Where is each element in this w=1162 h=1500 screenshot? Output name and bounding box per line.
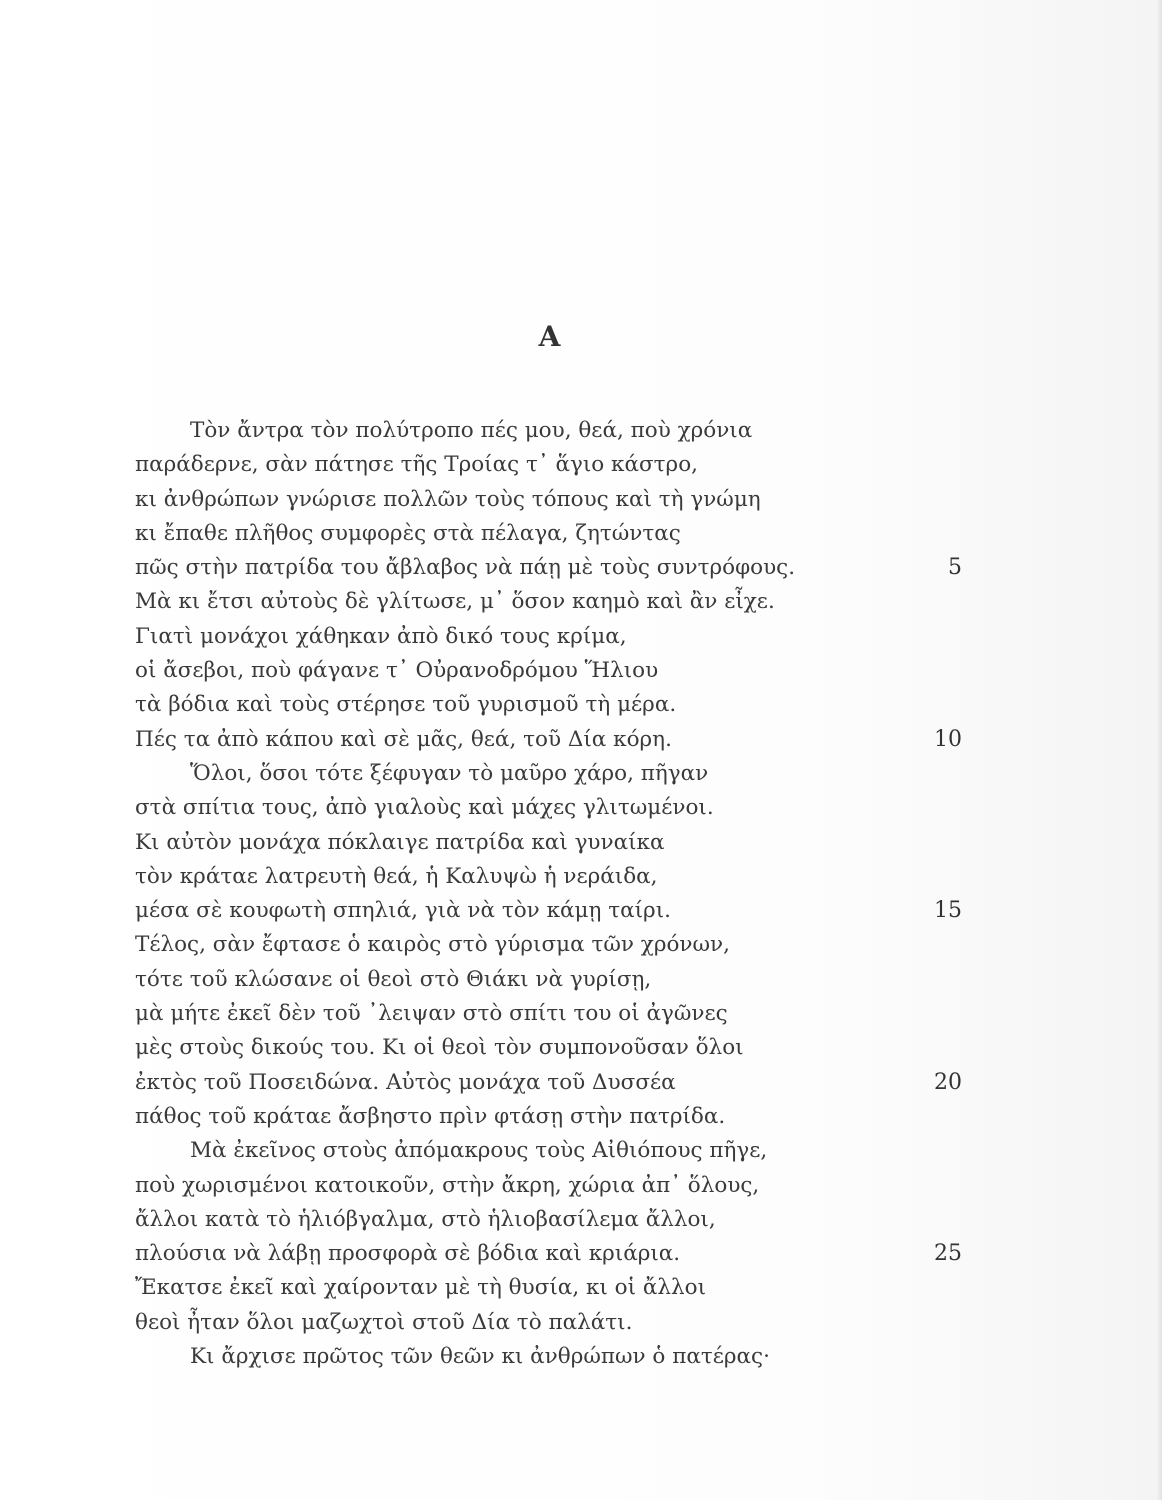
- verse-line: [0, 963, 1162, 997]
- verse-line: [0, 894, 1162, 928]
- line-number: 5: [948, 555, 962, 581]
- verse-line: [0, 688, 1162, 722]
- verse-line: [0, 414, 1162, 448]
- verse-text: ποὺ χωρισμένοι κατοικοῦν, στὴν ἄκρη, χώρια ἀπ᾽ ὅλους,: [135, 1172, 760, 1198]
- verse-text: τὸν κράταε λατρευτὴ θεά, ἡ Καλυψὼ ἡ νεράιδα,: [135, 863, 658, 889]
- verse-line: [0, 1066, 1162, 1100]
- verse-text: οἱ ἄσεβοι, ποὺ φάγανε τ᾽ Οὐρανοδρόμου Ἥλιου: [135, 658, 659, 684]
- verse-line: [0, 1340, 1162, 1374]
- verse-line: [0, 826, 1162, 860]
- line-number: 10: [934, 726, 962, 752]
- verse-line: [0, 517, 1162, 551]
- verse-text: Ὅλοι, ὅσοι τότε ξέφυγαν τὸ μαῦρο χάρο, πῆγαν: [190, 760, 709, 786]
- verse-line: [0, 757, 1162, 791]
- verse-text: Ἔκατσε ἐκεῖ καὶ χαίρονταν μὲ τὴ θυσία, κι οἱ ἄλλοι: [135, 1275, 707, 1301]
- verse-text: τότε τοῦ κλώσανε οἱ θεοὶ στὸ Θιάκι νὰ γυρίσῃ,: [135, 966, 652, 992]
- verse-text: πλούσια νὰ λάβῃ προσφορὰ σὲ βόδια καὶ κριάρια.: [135, 1241, 681, 1267]
- verse-line: [0, 620, 1162, 654]
- verse-line: [0, 928, 1162, 962]
- poem-body: [0, 414, 1162, 1374]
- verse-line: [0, 1100, 1162, 1134]
- verse-text: πάθος τοῦ κράταε ἄσβηστο πρὶν φτάσῃ στὴν πατρίδα.: [135, 1103, 726, 1129]
- verse-line: [0, 585, 1162, 619]
- verse-line: [0, 1237, 1162, 1271]
- verse-text: Μὰ κι ἔτσι αὐτοὺς δὲ γλίτωσε, μ᾽ ὅσον καημὸ καὶ ἂν εἶχε.: [135, 589, 775, 615]
- verse-line: [0, 483, 1162, 517]
- verse-text: ἄλλοι κατὰ τὸ ἡλιόβγαλμα, στὸ ἡλιοβασίλεμα ἄλλοι,: [135, 1206, 716, 1232]
- verse-line: [0, 1271, 1162, 1305]
- line-number: 20: [934, 1069, 962, 1095]
- book-title: Α: [538, 320, 562, 353]
- verse-text: Τέλος, σὰν ἔφτασε ὁ καιρὸς στὸ γύρισμα τῶν χρόνων,: [135, 932, 730, 958]
- verse-line: [0, 723, 1162, 757]
- verse-line: [0, 1306, 1162, 1340]
- line-number: 15: [934, 898, 962, 924]
- verse-text: Πές τα ἀπὸ κάπου καὶ σὲ μᾶς, θεά, τοῦ Δία κόρη.: [135, 726, 672, 752]
- verse-text: παράδερνε, σὰν πάτησε τῆς Τροίας τ᾽ ἅγιο κάστρο,: [135, 452, 698, 478]
- verse-text: μέσα σὲ κουφωτὴ σπηλιά, γιὰ νὰ τὸν κάμῃ ταίρι.: [135, 898, 671, 924]
- verse-text: κι ἀνθρώπων γνώρισε πολλῶν τοὺς τόπους καὶ τὴ γνώμη: [135, 486, 761, 512]
- verse-text: πῶς στὴν πατρίδα του ἄβλαβος νὰ πάῃ μὲ τοὺς συντρόφους.: [135, 555, 796, 581]
- verse-line: [0, 1203, 1162, 1237]
- verse-line: [0, 997, 1162, 1031]
- verse-text: Κι ἄρχισε πρῶτος τῶν θεῶν κι ἀνθρώπων ὁ πατέρας·: [190, 1344, 770, 1370]
- verse-text: Κι αὐτὸν μονάχα πόκλαιγε πατρίδα καὶ γυναίκα: [135, 829, 665, 855]
- verse-line: [0, 654, 1162, 688]
- verse-line: [0, 551, 1162, 585]
- verse-text: Μὰ ἐκεῖνος στοὺς ἀπόμακρους τοὺς Αἰθιόπους πῆγε,: [190, 1138, 768, 1164]
- line-number: 25: [934, 1241, 962, 1267]
- verse-text: μὲς στοὺς δικούς του. Κι οἱ θεοὶ τὸν συμπονοῦσαν ὅλοι: [135, 1035, 744, 1061]
- verse-text: τὰ βόδια καὶ τοὺς στέρησε τοῦ γυρισμοῦ τὴ μέρα.: [135, 692, 677, 718]
- verse-text: στὰ σπίτια τους, ἀπὸ γιαλοὺς καὶ μάχες γλιτωμένοι.: [135, 795, 714, 821]
- verse-line: [0, 1134, 1162, 1168]
- verse-line: [0, 791, 1162, 825]
- verse-text: θεοὶ ἦταν ὅλοι μαζωχτοὶ στοῦ Δία τὸ παλάτι.: [135, 1309, 633, 1335]
- verse-text: μὰ μήτε ἐκεῖ δὲν τοῦ ᾽λειψαν στὸ σπίτι του οἱ ἀγῶνες: [135, 1001, 728, 1027]
- verse-line: [0, 1031, 1162, 1065]
- verse-text: κι ἔπαθε πλῆθος συμφορὲς στὰ πέλαγα, ζητώντας: [135, 520, 681, 546]
- verse-text: Τὸν ἄντρα τὸν πολύτροπο πές μου, θεά, ποὺ χρόνια: [190, 418, 753, 443]
- verse-text: ἐκτὸς τοῦ Ποσειδώνα. Αὐτὸς μονάχα τοῦ Δυσσέα: [135, 1069, 676, 1095]
- verse-line: [0, 448, 1162, 482]
- verse-line: [0, 1169, 1162, 1203]
- verse-text: Γιατὶ μονάχοι χάθηκαν ἀπὸ δικό τους κρίμα,: [135, 623, 627, 649]
- verse-line: [0, 860, 1162, 894]
